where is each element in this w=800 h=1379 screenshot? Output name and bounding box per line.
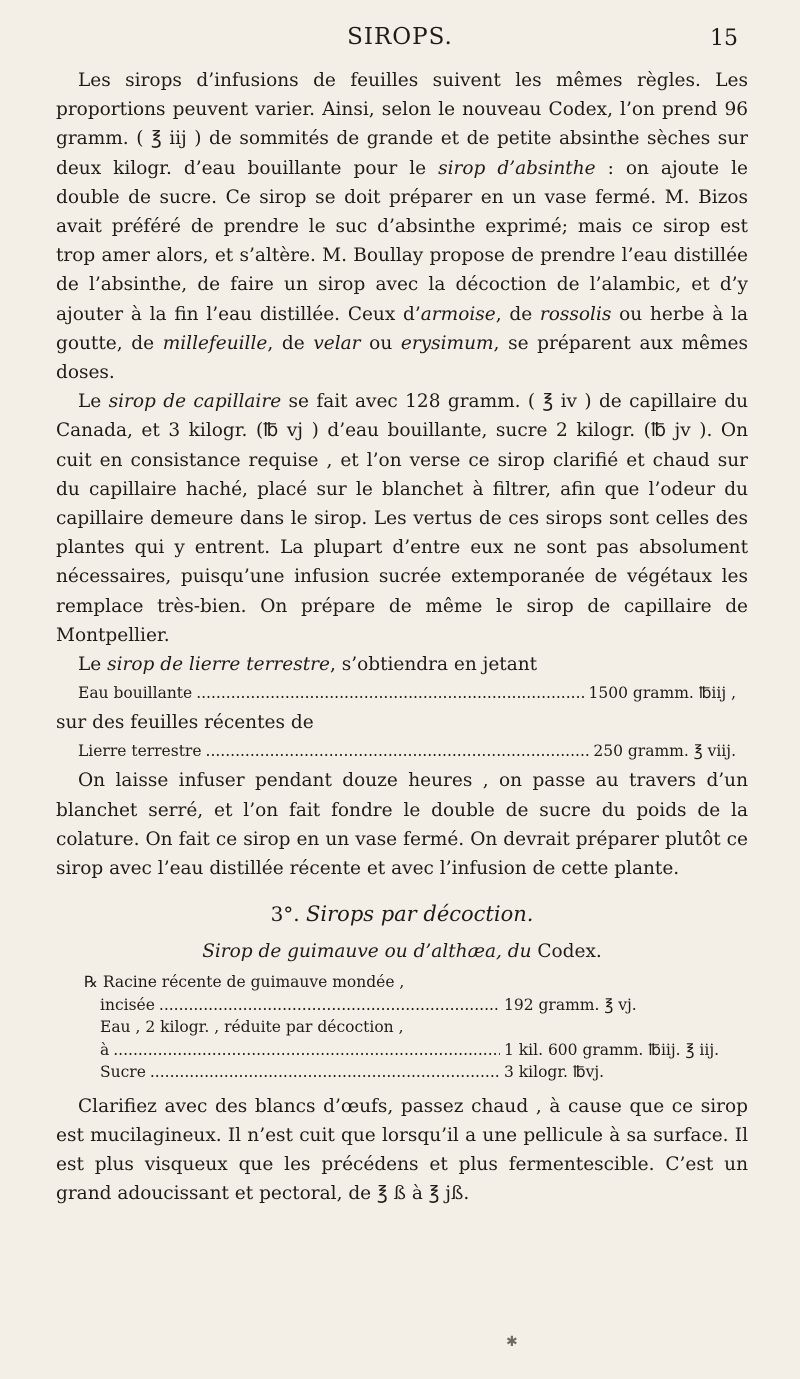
section-title: Sirops par décoction. [306, 902, 534, 927]
term-armoise: armoise [420, 303, 496, 325]
term-sirop-capillaire: sirop de capillaire [108, 391, 282, 413]
text-run: , de [267, 332, 314, 354]
text-run: ou [360, 332, 401, 354]
section-number: 3°. [270, 902, 300, 927]
page-number: 15 [710, 26, 738, 51]
recipe-row [84, 1061, 724, 1084]
paragraph-absinthe [56, 66, 748, 387]
paragraph-lierre [56, 650, 748, 679]
leader-dots [113, 1039, 500, 1062]
recipe-ingredient: incisée [100, 995, 155, 1014]
running-title: SIROPS. [347, 24, 453, 50]
text-run: ou herbe à la goutte, de [56, 303, 748, 354]
leader-dots [206, 737, 590, 766]
paragraph-feuilles: sur des feuilles récentes de [56, 712, 314, 734]
recipe-line: ℞ Racine récente de guimauve mondée , [84, 973, 405, 992]
term-rossolis: rossolis [539, 303, 612, 325]
paragraph-infusion: On laisse infuser pendant douze heures , on passe au travers d’un blanchet serré, et l’on fait fondre le double de sucre du poids de la colature. On fait ce sirop en un vase fermé. On devrait préparer plutôt ce sirop avec l’eau distillée récente et avec l’infusion de cette plante. [56, 770, 748, 880]
recipe-row [84, 994, 724, 1017]
recipe-quantity: 3 kilogr. ℔vj. [504, 1063, 605, 1082]
section-heading [56, 897, 748, 931]
recipe-quantity: 1 kil. 600 gramm. ℔iij. ℥ iij. [504, 1040, 720, 1059]
text-run: , s’obtiendra en jetant [329, 654, 538, 676]
formula-quantity: 250 gramm. ℥ viij. [593, 742, 736, 761]
text-run: , de [495, 303, 540, 325]
paragraph-capillaire [56, 387, 748, 650]
leader-dots [159, 994, 500, 1017]
formula-quantity: 1500 gramm. ℔iij , [588, 684, 736, 703]
text-run: : on ajoute le double de sucre. Ce sirop se doit préparer en un vase fermé. M. Bizos avait préféré de prendre le suc d’absinthe exprimé; mais ce sirop est trop amer alors, et s’altère. M. Boullay propose de prendre l’eau distillée de l’absinthe, de faire un sirop avec la décoction de l’alambic, et d’y ajouter à la fin l’eau distillée. Ceux d’ [56, 157, 748, 325]
term-erysimum: erysimum [400, 332, 494, 354]
text-run: Le [78, 391, 109, 413]
leader-dots [196, 679, 584, 708]
term-millefeuille: millefeuille [162, 332, 268, 354]
body-text [56, 66, 748, 1209]
recipe-quantity: 192 gramm. ℥ vj. [504, 995, 637, 1014]
term-sirop-lierre: sirop de lierre terrestre [107, 654, 330, 676]
formula-line-eau [56, 679, 748, 708]
leader-dots [150, 1061, 500, 1084]
paragraph-guimauve: Clarifiez avec des blancs d’œufs, passez chaud , à cause que ce sirop est mucilagineux. Il n’est cuit que lorsqu’il a une pellicule à sa surface. Il est plus visqueux que les précédens et plus fermentescible. C’est un grand adoucissant et pectoral, de ℥ ß à ℥ jß. [56, 1095, 748, 1205]
recipe-title-italic: Sirop de guimauve ou d’althæa, du [202, 941, 532, 963]
formula-line-lierre [56, 737, 748, 766]
recipe-line: Eau , 2 kilogr. , réduite par décoction , [100, 1018, 404, 1037]
term-velar: velar [313, 332, 361, 354]
recipe-table [84, 971, 724, 1084]
text-run: Le [78, 654, 108, 676]
recipe-title-roman: Codex. [537, 941, 602, 963]
recipe-ingredient: Sucre [100, 1063, 146, 1082]
formula-ingredient: Eau bouillante [78, 684, 193, 703]
formula-ingredient: Lierre terrestre [78, 742, 202, 761]
page-header [60, 24, 740, 60]
recipe-row [84, 1039, 724, 1062]
recipe-title [56, 937, 748, 967]
text-run: Les sirops d’infusions de feuilles suivent les mêmes règles. Les proportions peuvent varier. Ainsi, selon le nouveau Codex, l’on prend 96 gramm. ( ℥ iij ) de sommités de grande et de petite absinthe sèches sur deux kilogr. d’eau bouillante pour le [56, 70, 748, 179]
ink-mark-icon: ✱ [506, 1334, 518, 1350]
text-run: , se préparent aux mêmes doses. [56, 332, 748, 384]
term-sirop-absinthe: sirop d’absinthe [438, 157, 596, 179]
text-run: se fait avec 128 gramm. ( ℥ iv ) de capillaire du Canada, et 3 kilogr. (℔ vj ) d’eau bouillante, sucre 2 kilogr. (℔ jv ). On cuit en consistance requise , et l’on verse ce sirop clarifié et chaud sur du capillaire haché, placé sur le blanchet à filtrer, afin que l’odeur du capillaire demeure dans le sirop. Les vertus de ces sirops sont celles des plantes qui y entrent. La plupart d’entre eux ne sont pas absolument nécessaires, puisqu’une infusion sucrée extemporanée de végétaux les remplace très-bien. On prépare de même le sirop de capillaire de Montpellier. [56, 391, 748, 646]
recipe-ingredient: à [100, 1040, 110, 1059]
